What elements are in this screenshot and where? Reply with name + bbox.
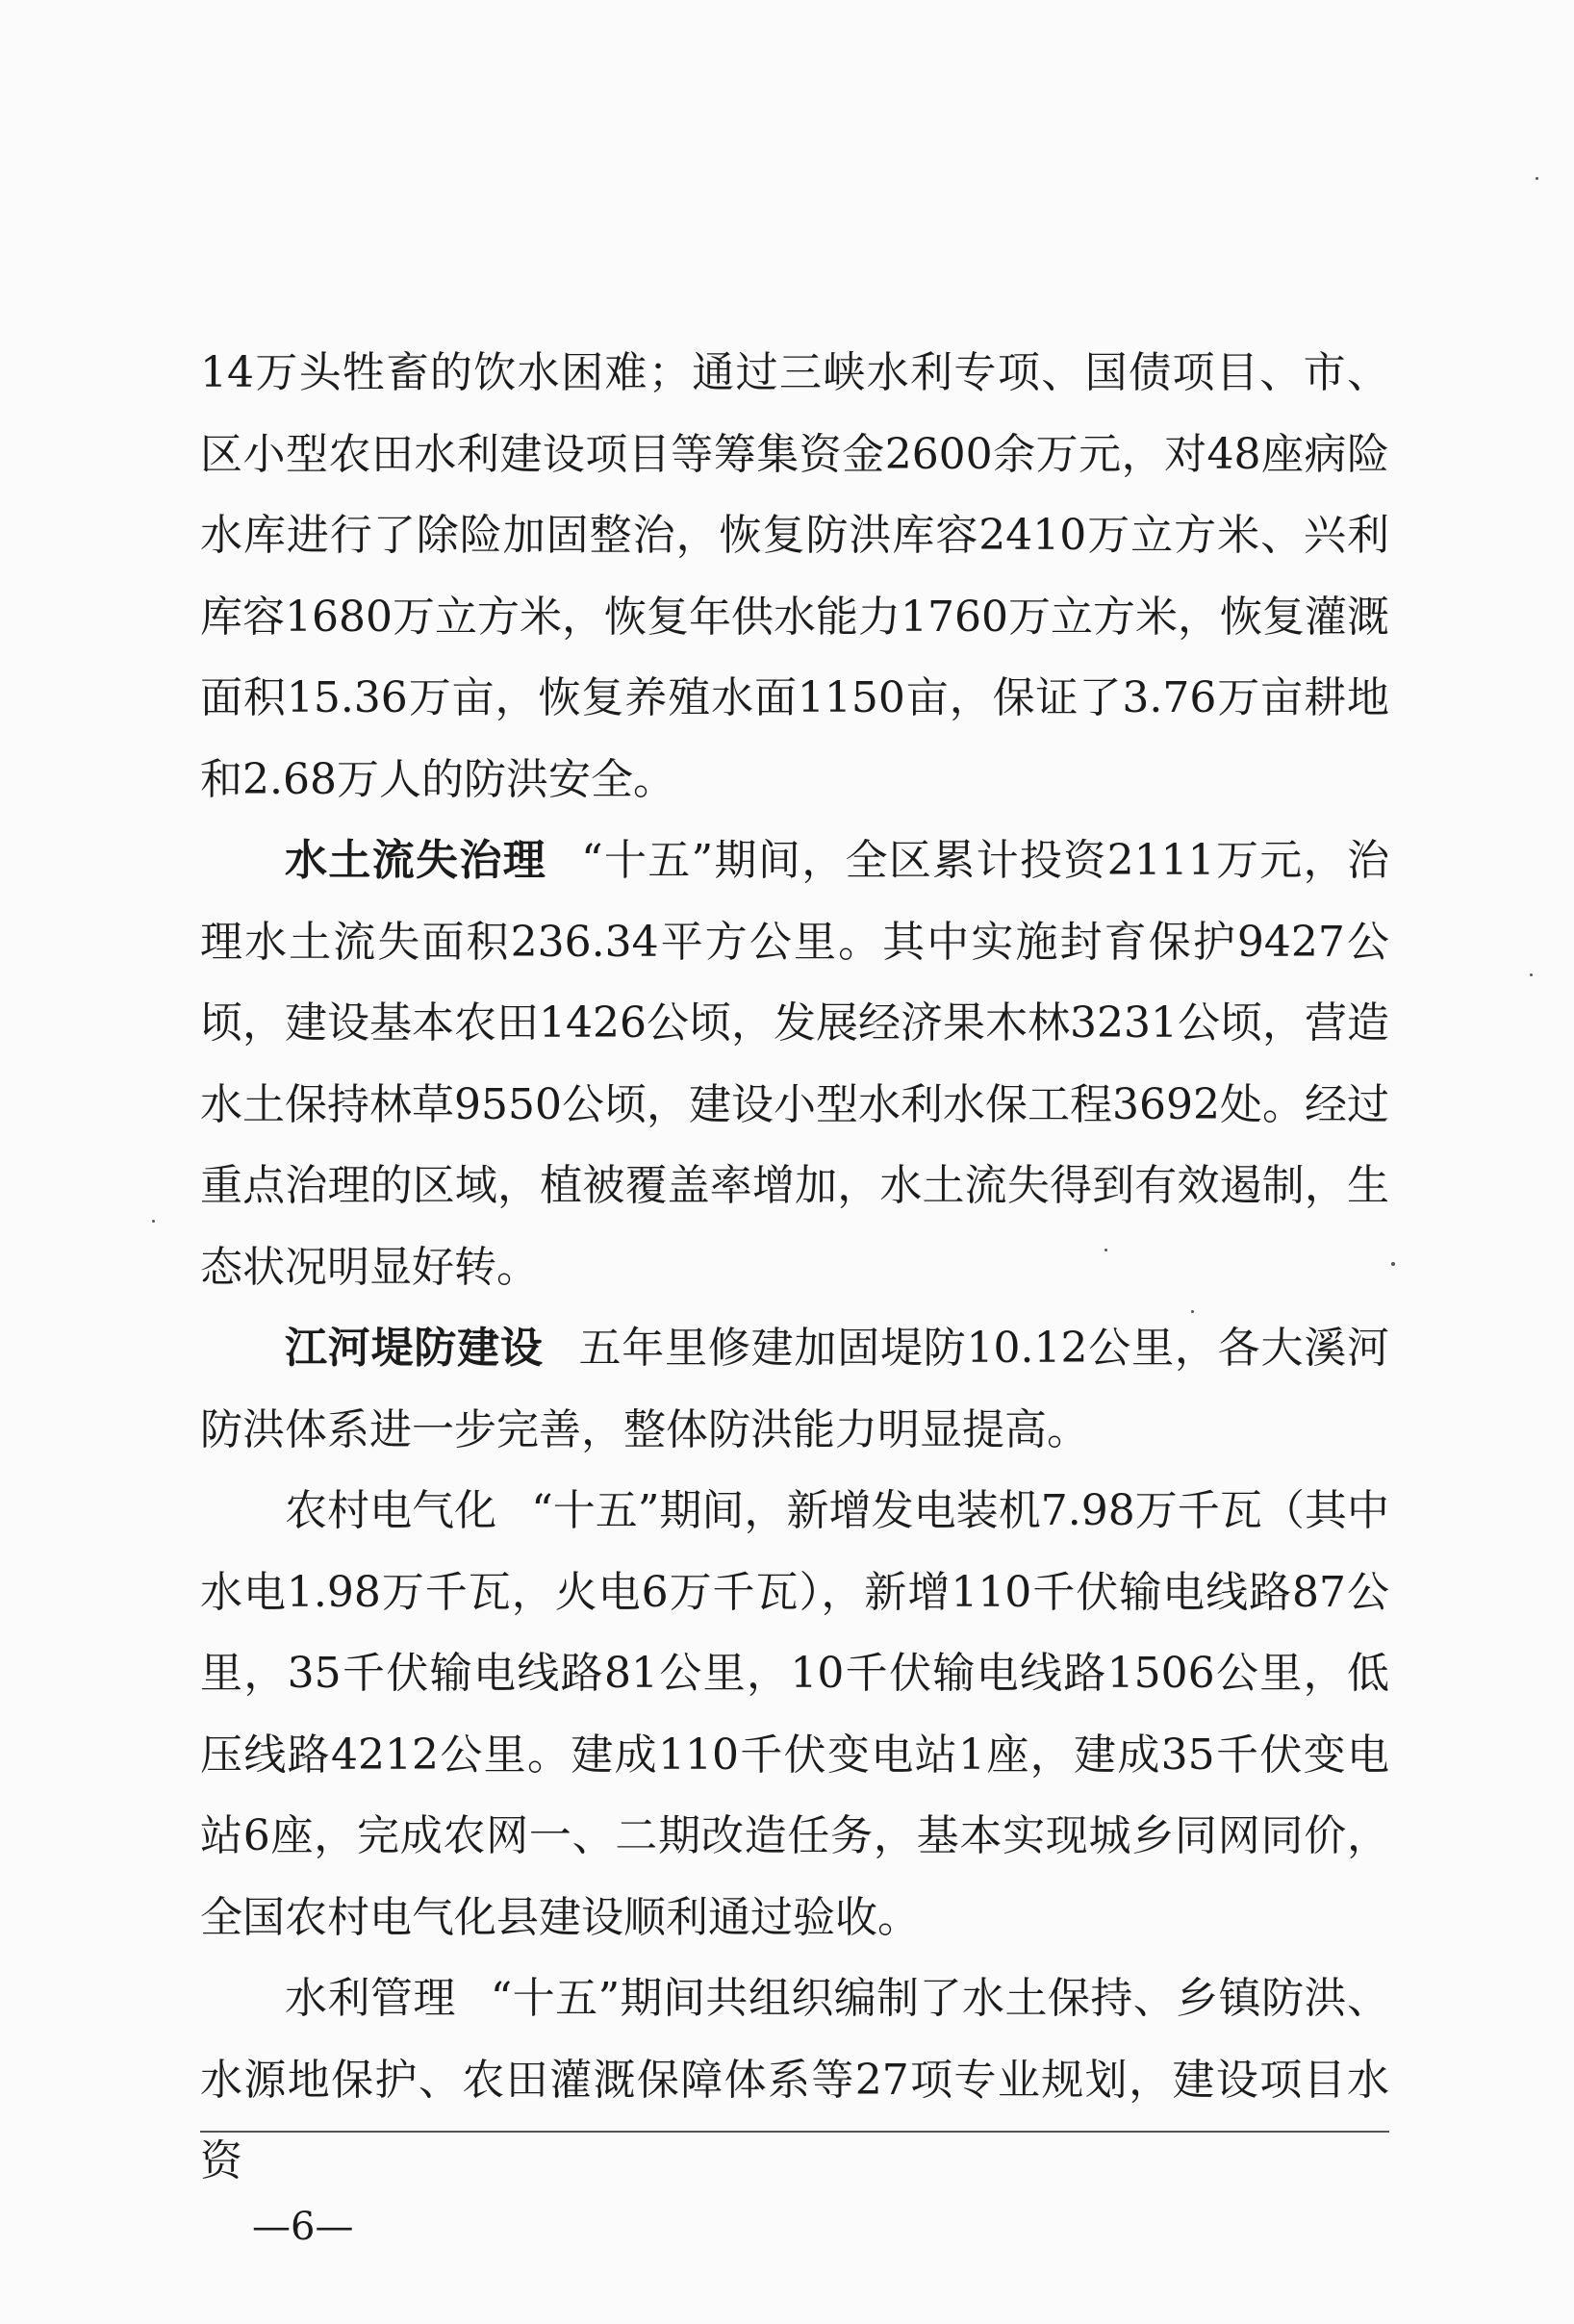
scan-speck xyxy=(1104,1249,1107,1251)
body-text xyxy=(200,333,1389,2203)
paragraph-rural-electrification xyxy=(200,1471,1389,1958)
paragraph-text: “十五”期间，全区累计投资2111万元，治理水土流失面积236.34平方公里。其中实施封育保护9427公顷，建设基本农田1426公顷，发展经济果木林3231公顷，营造水土保持林草9550公顷，建设小型水利水保工程3692处。经过重点治理的区域，植被覆盖率增加，水土流失得到有效遏制，生态状况明显好转。 xyxy=(200,836,1390,1292)
paragraph-levee-construction xyxy=(200,1308,1389,1471)
paragraph-text: 14万头牲畜的饮水困难；通过三峡水利专项、国债项目、市、区小型农田水利建设项目等筹集资金2600余万元，对48座病险水库进行了除险加固整治，恢复防洪库容2410万立方米、兴利库容1680万立方米，恢复年供水能力1760万立方米，恢复灌溉面积15.36万亩，恢复养殖水面1150亩，保证了3.76万亩耕地和2.68万人的防洪安全。 xyxy=(200,348,1389,804)
scan-speck xyxy=(1391,1262,1395,1266)
paragraph-text: “十五”期间，新增发电装机7.98万千瓦（其中水电1.98万千瓦，火电6万千瓦），新增110千伏输电线路87公里，35千伏输电线路81公里，10千伏输电线路1506公里，低压线路4212公里。建成110千伏变电站1座，建成35千伏变电站6座，完成农网一、二期改造任务，基本实现城乡同网同价，全国农村电气化县建设顺利通过验收。 xyxy=(200,1486,1389,1942)
section-heading: 农村电气化 xyxy=(285,1486,497,1535)
section-heading: 江河堤防建设 xyxy=(285,1324,544,1373)
paragraph-soil-erosion xyxy=(200,821,1389,1308)
scan-underline xyxy=(200,2131,1389,2133)
scan-speck xyxy=(1536,177,1538,180)
paragraph-text: 五年里修建加固堤防10.12公里，各大溪河防洪体系进一步完善，整体防洪能力明显提高。 xyxy=(200,1324,1390,1454)
section-heading: 水土流失治理 xyxy=(285,836,547,885)
section-heading: 水利管理 xyxy=(285,1974,456,2023)
scan-speck xyxy=(1191,1310,1194,1313)
paragraph-continued xyxy=(200,333,1389,821)
paragraph-water-management xyxy=(200,1958,1389,2203)
page-number: —6— xyxy=(252,2205,354,2249)
scan-speck xyxy=(1530,973,1533,976)
paragraph-text: “十五”期间共组织编制了水土保持、乡镇防洪、水源地保护、农田灌溉保障体系等27项专业规划，建设项目水资 xyxy=(200,1974,1389,2185)
scan-speck xyxy=(152,1220,155,1223)
